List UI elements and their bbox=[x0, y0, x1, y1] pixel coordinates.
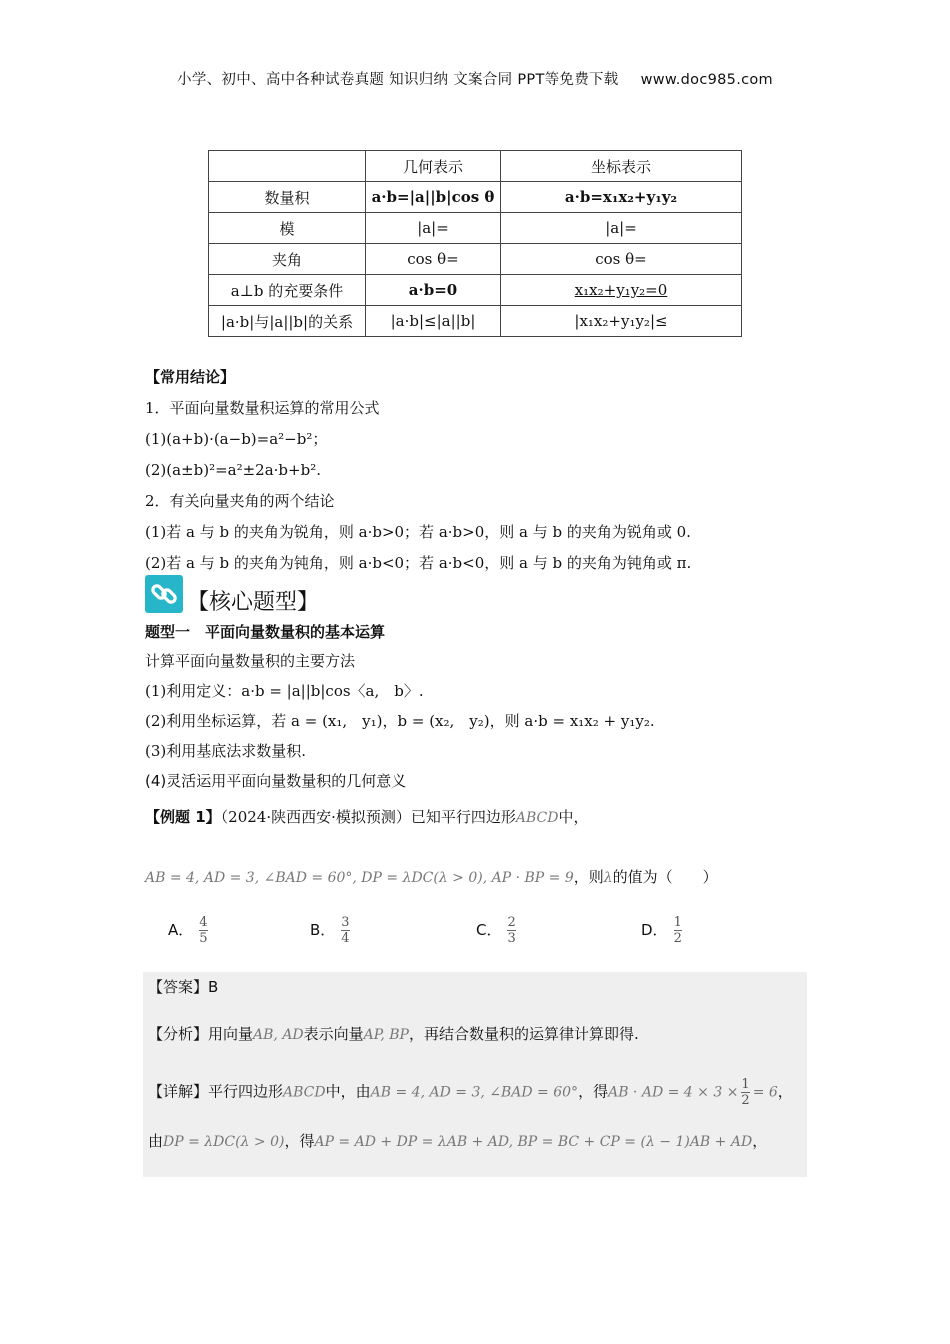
choice-fraction bbox=[507, 915, 515, 946]
table-header-row bbox=[209, 151, 742, 182]
method-line: 计算平面向量数量积的主要方法 bbox=[145, 652, 356, 670]
analysis-line bbox=[148, 1023, 639, 1044]
detail-calc: AB · AD = 4 × 3 × bbox=[608, 1084, 739, 1101]
conclusion-line: (1)(a+b)·(a−b)=a²−b²； bbox=[145, 430, 328, 448]
analysis-vars: AB, AD bbox=[253, 1027, 304, 1043]
choice-label: A． bbox=[168, 921, 194, 939]
page-header bbox=[0, 68, 950, 89]
choice-label: B． bbox=[310, 921, 336, 939]
detail-comma: ， bbox=[777, 1082, 793, 1101]
method-line: (2)利用坐标运算，若 a = (x₁, y₁)，b = (x₂, y₂)，则 a·b = x₁x₂ + y₁y₂. bbox=[145, 712, 655, 730]
conclusions-heading: 【常用结论】 bbox=[145, 368, 236, 386]
core-title-text: 【核心题型】 bbox=[187, 590, 320, 615]
choice-label: D． bbox=[641, 921, 668, 939]
table-cell: a⊥b 的充要条件 bbox=[209, 275, 366, 306]
table-cell: a·b=|a||b|cos θ bbox=[366, 182, 501, 213]
line2-end: ， bbox=[752, 1132, 768, 1150]
frac-num: 1 bbox=[673, 915, 682, 930]
choice-b[interactable] bbox=[310, 915, 350, 946]
example-header bbox=[145, 802, 805, 833]
line2-expr: AP = AD + DP = λAB + AD, BP = BC + CP = (λ − 1)AB + AD bbox=[314, 1134, 753, 1150]
example-label: 【例题 1】 bbox=[145, 808, 221, 826]
link-icon bbox=[145, 575, 183, 613]
frac-den: 3 bbox=[507, 931, 516, 946]
detail-condition: AB = 4, AD = 3, ∠BAD = 60° bbox=[370, 1084, 579, 1101]
example-condition: AB = 4, AD = 3, ∠BAD = 60°, DP = λDC(λ > 0), AP · BP = 9 bbox=[145, 870, 574, 886]
conclusion-line: (2)若 a 与 b 的夹角为钝角，则 a·b<0；若 a·b<0，则 a 与 b 的夹角为钝角或 π. bbox=[145, 554, 692, 572]
frac-num: 2 bbox=[507, 915, 516, 930]
table-cell: cos θ= bbox=[501, 244, 742, 275]
table-cell: 夹角 bbox=[209, 244, 366, 275]
table-cell: a·b=0 bbox=[366, 275, 501, 306]
table-cell: a·b=x₁x₂+y₁y₂ bbox=[501, 182, 742, 213]
table-cell: |x₁x₂+y₁y₂|≤ bbox=[501, 306, 742, 337]
choice-d[interactable] bbox=[641, 915, 682, 946]
example-ask-var: λ bbox=[603, 870, 613, 886]
line2-condition: DP = λDC(λ > 0) bbox=[163, 1134, 285, 1150]
analysis-end: ，再结合数量积的运算律计算即得. bbox=[408, 1025, 639, 1043]
conclusions-section bbox=[145, 362, 805, 579]
example-question bbox=[145, 802, 805, 893]
table-row bbox=[209, 213, 742, 244]
choice-fraction bbox=[341, 915, 349, 946]
frac-num: 4 bbox=[199, 915, 208, 930]
frac-den: 5 bbox=[199, 931, 208, 946]
choice-a[interactable] bbox=[168, 915, 208, 946]
table-cell: 模 bbox=[209, 213, 366, 244]
conclusion-line: 1．平面向量数量积运算的常用公式 bbox=[145, 399, 380, 417]
detail-mid: 中，由 bbox=[325, 1082, 371, 1101]
answer-line: 【答案】B bbox=[148, 978, 219, 996]
line2-by: 由 bbox=[148, 1132, 164, 1150]
frac-num: 1 bbox=[741, 1077, 750, 1092]
detail-fraction bbox=[741, 1077, 749, 1108]
example-shape: ABCD bbox=[515, 810, 559, 826]
table-row bbox=[209, 275, 742, 306]
method-section bbox=[145, 619, 805, 796]
detail-line bbox=[148, 1077, 793, 1108]
header-site: www.doc985.com bbox=[640, 72, 773, 88]
table-row bbox=[209, 182, 742, 213]
line2-get: ，得 bbox=[284, 1132, 315, 1150]
table-header-geometric: 几何表示 bbox=[366, 151, 501, 182]
detail-label: 【详解】平行四边形 bbox=[148, 1082, 284, 1101]
example-ask-suffix: 的值为（ ） bbox=[612, 868, 718, 886]
conclusion-line: 2．有关向量夹角的两个结论 bbox=[145, 492, 335, 510]
comparison-table bbox=[208, 150, 742, 337]
analysis-mid: 表示向量 bbox=[303, 1025, 364, 1043]
frac-den: 2 bbox=[741, 1093, 750, 1108]
detail-calc-end: = 6 bbox=[752, 1084, 778, 1101]
choice-fraction bbox=[199, 915, 207, 946]
table-cell: |a|= bbox=[366, 213, 501, 244]
choice-label: C． bbox=[476, 921, 502, 939]
table-cell: |a·b|与|a||b|的关系 bbox=[209, 306, 366, 337]
type-title: 题型一 平面向量数量积的基本运算 bbox=[145, 623, 386, 641]
table-cell bbox=[209, 151, 366, 182]
detail-line-2 bbox=[148, 1130, 767, 1151]
table-header-coordinate: 坐标表示 bbox=[501, 151, 742, 182]
table-row bbox=[209, 244, 742, 275]
conclusion-line: (2)(a±b)²=a²±2a·b+b². bbox=[145, 461, 321, 479]
detail-get: ，得 bbox=[578, 1082, 609, 1101]
choice-fraction bbox=[674, 915, 682, 946]
analysis-label: 【分析】用向量 bbox=[148, 1025, 254, 1043]
example-suffix: 中， bbox=[558, 808, 589, 826]
table-cell: |a|= bbox=[501, 213, 742, 244]
method-line: (4)灵活运用平面向量数量积的几何意义 bbox=[145, 772, 407, 790]
example-source: （2024·陕西西安·模拟预测）已知平行四边形 bbox=[220, 808, 516, 826]
conclusion-line: (1)若 a 与 b 的夹角为锐角，则 a·b>0；若 a·b>0，则 a 与 b 的夹角为锐角或 0. bbox=[145, 523, 691, 541]
example-ask-prefix: ，则 bbox=[573, 868, 604, 886]
analysis-vars2: AP, BP bbox=[363, 1027, 409, 1043]
frac-num: 3 bbox=[341, 915, 350, 930]
method-line: (1)利用定义：a·b = |a||b|cos〈a, b〉. bbox=[145, 682, 424, 700]
header-text: 小学、初中、高中各种试卷真题 知识归纳 文案合同 PPT等免费下载 bbox=[177, 72, 619, 88]
table-cell: 数量积 bbox=[209, 182, 366, 213]
table-cell: cos θ= bbox=[366, 244, 501, 275]
table-row bbox=[209, 306, 742, 337]
frac-den: 4 bbox=[341, 931, 350, 946]
table-cell: x₁x₂+y₁y₂=0 bbox=[501, 275, 742, 306]
frac-den: 2 bbox=[673, 931, 682, 946]
table-cell: |a·b|≤|a||b| bbox=[366, 306, 501, 337]
choice-c[interactable] bbox=[476, 915, 516, 946]
method-line: (3)利用基底法求数量积. bbox=[145, 742, 307, 760]
detail-shape: ABCD bbox=[283, 1084, 326, 1101]
answer-box bbox=[143, 972, 807, 1177]
example-condition-line bbox=[145, 862, 805, 893]
